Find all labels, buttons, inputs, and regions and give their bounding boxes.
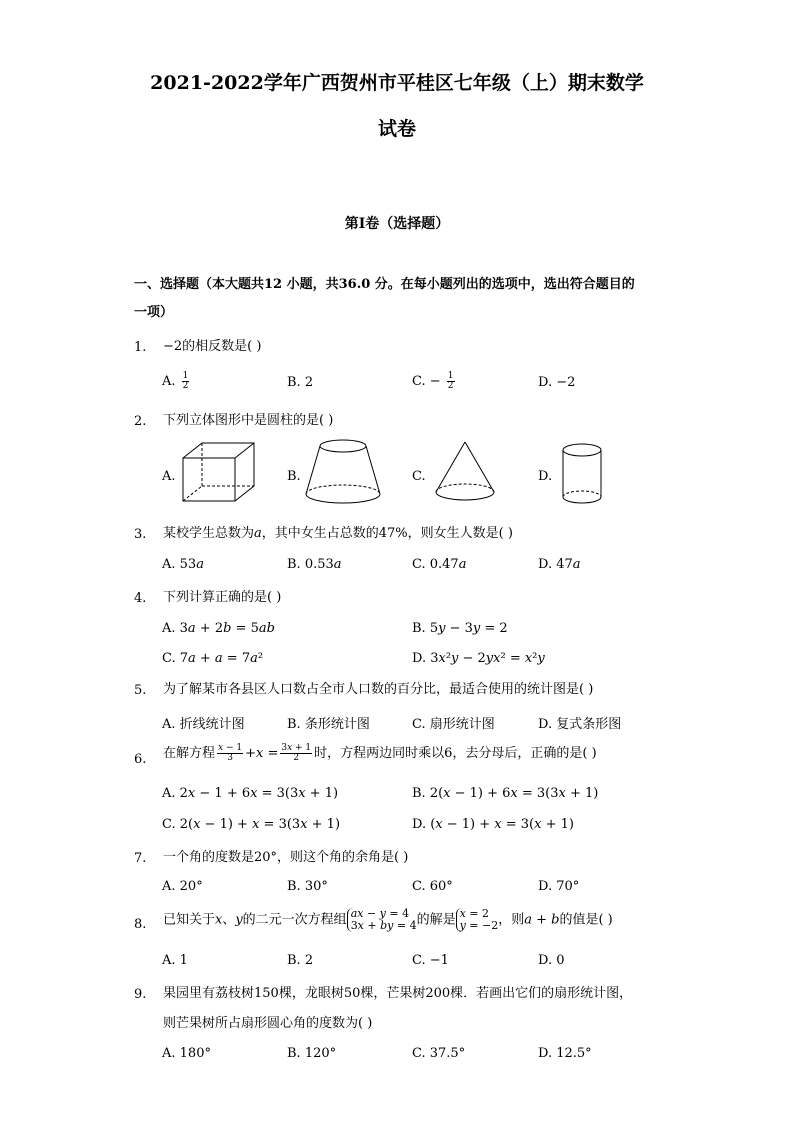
option-b: B. 30° [287,879,328,894]
option-d: D. 70° [538,879,580,894]
option-c: C. − $\frac{1}{2}$ [412,371,454,391]
option-c: C. 0.47𝑎 [412,557,467,572]
question-number: 5. [134,683,147,698]
option-c: C. [412,469,426,484]
option-c: C. 7𝑎 + 𝑎 = 7𝑎² [162,651,264,666]
question-number: 6. [134,752,147,767]
frustum-figure [302,438,384,506]
option-c: C. 60° [412,879,453,894]
option-a: A. [162,469,176,484]
option-b: B. 5𝑦 − 3𝑦 = 2 [412,621,508,636]
question-number: 2. [134,414,147,429]
option-b: B. 2 [287,953,314,968]
question-stem: 为了解某市各县区人口数占全市人口数的百分比，最适合使用的统计图是( ) [163,682,594,697]
option-b: B. [287,469,301,484]
question-stem: 某校学生总数为𝑎，其中女生占总数的47%，则女生人数是( ) [163,526,513,541]
option-a: A. 3𝑎 + 2𝑏 = 5𝑎𝑏 [162,621,275,636]
question-stem: 下列计算正确的是( ) [163,590,282,605]
instructions-line1: 一、选择题（本大题共12 小题，共36.0 分。在每小题列出的选项中，选出符合题目的 [134,277,635,292]
option-a: A. $\frac{1}{2}$ [162,371,189,391]
question-number: 7. [134,851,147,866]
question-number: 1. [134,340,147,355]
option-c: C. 37.5° [412,1046,466,1061]
question-stem: 下列立体图形中是圆柱的是( ) [163,413,334,428]
question-stem: 在解方程 $\frac{\text{𝑥 − 1}}{3}$ +𝑥 = $\frac{\text{3𝑥 + 1}}{2}$ 时，方程两边同时乘以6，去分母后，正确的是( ) [163,743,597,763]
solution-system: 𝑥 = 2 𝑦 = −2 [456,908,499,932]
option-d: D. [538,469,553,484]
option-b: B. 2(𝑥 − 1) + 6𝑥 = 3(3𝑥 + 1) [412,786,599,801]
option-a: A. 折线统计图 [162,717,245,732]
option-a: A. 2𝑥 − 1 + 6𝑥 = 3(3𝑥 + 1) [162,786,339,801]
equation-system: 𝑎𝑥 − 𝑦 = 4 3𝑥 + 𝑏𝑦 = 4 [347,908,417,932]
question-stem: 一个角的度数是20°，则这个角的余角是( ) [163,850,409,865]
option-a: A. 180° [162,1046,211,1061]
option-a: A. 20° [162,879,203,894]
question-stem-continued: 则芒果树所占扇形圆心角的度数为( ) [163,1016,373,1031]
section-heading: 第Ⅰ卷（选择题） [344,216,450,232]
exam-title-line2: 试卷 [377,118,416,140]
instructions-line2: 一项） [134,305,174,320]
option-b: B. 条形统计图 [287,717,370,732]
question-stem: 果园里有荔枝树150棵，龙眼树50棵，芒果树200棵．若画出它们的扇形统计图， [163,986,633,1001]
exam-title-line1: 2021-2022学年广西贺州市平桂区七年级（上）期末数学 [150,72,644,94]
option-d: D. 47𝑎 [538,557,581,572]
question-number: 9. [134,987,147,1002]
option-b: B. 2 [287,375,314,390]
option-d: D. 12.5° [538,1046,592,1061]
option-a: A. 53𝑎 [162,557,204,572]
cube-figure [180,440,258,504]
option-d: D. 3𝑥²𝑦 − 2𝑦𝑥² = 𝑥²𝑦 [412,651,545,666]
cylinder-figure [560,442,604,506]
fraction: $\frac{1}{2}$ [182,371,189,391]
fraction: $\frac{1}{2}$ [447,371,454,391]
question-number: 4. [134,591,147,606]
fraction: $\frac{\text{3𝑥 + 1}}{2}$ [281,743,312,763]
option-d: D. (𝑥 − 1) + 𝑥 = 3(𝑥 + 1) [412,817,574,832]
question-stem: 已知关于𝑥、𝑦的二元一次方程组 𝑎𝑥 − 𝑦 = 4 3𝑥 + 𝑏𝑦 = 4 的解是 𝑥 = 2 𝑦 = −2 ，则𝑎 + 𝑏的值是( ) [163,907,613,932]
option-a: A. 1 [162,953,188,968]
option-d: D. −2 [538,375,576,390]
question-number: 8. [134,917,147,932]
cone-figure [434,440,496,506]
question-stem: −2的相反数是( ) [163,339,262,354]
option-b: B. 120° [287,1046,337,1061]
option-d: D. 复式条形图 [538,717,622,732]
fraction: $\frac{\text{𝑥 − 1}}{3}$ [218,743,243,763]
option-c: C. −1 [412,953,449,968]
option-d: D. 0 [538,953,565,968]
option-b: B. 0.53𝑎 [287,557,342,572]
option-c: C. 扇形统计图 [412,717,495,732]
option-c: C. 2(𝑥 − 1) + 𝑥 = 3(3𝑥 + 1) [162,817,341,832]
question-number: 3. [134,527,147,542]
